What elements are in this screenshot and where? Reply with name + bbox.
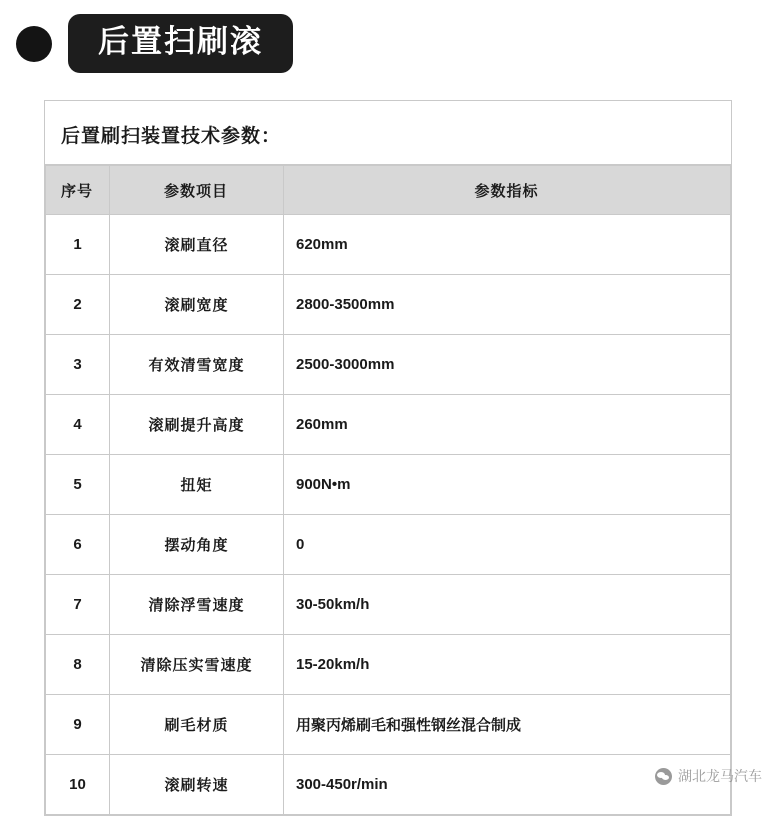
cell-no: 7	[46, 575, 110, 635]
cell-no: 1	[46, 215, 110, 275]
table-row	[46, 695, 731, 755]
cell-value: 0	[284, 515, 731, 575]
cell-value: 15-20km/h	[284, 635, 731, 695]
cell-item: 滚刷直径	[110, 215, 284, 275]
table-row	[46, 395, 731, 455]
cell-value: 30-50km/h	[284, 575, 731, 635]
cell-value: 620mm	[284, 215, 731, 275]
column-header-no: 序号	[46, 166, 110, 215]
cell-value: 260mm	[284, 395, 731, 455]
cell-no: 9	[46, 695, 110, 755]
cell-item: 清除浮雪速度	[110, 575, 284, 635]
table-header-row	[46, 166, 731, 215]
table-row	[46, 275, 731, 335]
spec-table	[45, 165, 731, 815]
cell-item: 摆动角度	[110, 515, 284, 575]
cell-item: 滚刷提升高度	[110, 395, 284, 455]
page-title: 后置扫刷滚	[68, 14, 293, 73]
cell-no: 5	[46, 455, 110, 515]
table-row	[46, 635, 731, 695]
cell-no: 4	[46, 395, 110, 455]
watermark-text: 湖北龙马汽车	[678, 768, 762, 784]
table-row	[46, 755, 731, 815]
cell-value: 900N•m	[284, 455, 731, 515]
table-row	[46, 575, 731, 635]
cell-no: 8	[46, 635, 110, 695]
cell-no: 10	[46, 755, 110, 815]
table-row	[46, 215, 731, 275]
spec-table-card	[44, 100, 732, 816]
column-header-value: 参数指标	[284, 166, 731, 215]
cell-value: 300-450r/min	[284, 755, 731, 815]
watermark	[655, 766, 762, 786]
column-header-item: 参数项目	[110, 166, 284, 215]
cell-item: 滚刷宽度	[110, 275, 284, 335]
table-row	[46, 515, 731, 575]
cell-no: 6	[46, 515, 110, 575]
cell-item: 清除压实雪速度	[110, 635, 284, 695]
cell-item: 刷毛材质	[110, 695, 284, 755]
cell-item: 滚刷转速	[110, 755, 284, 815]
page-header	[16, 14, 293, 73]
table-row	[46, 335, 731, 395]
wechat-icon	[655, 768, 672, 785]
table-row	[46, 455, 731, 515]
cell-value: 2500-3000mm	[284, 335, 731, 395]
spec-table-title: 后置刷扫装置技术参数：	[45, 101, 731, 165]
circle-icon	[16, 26, 52, 62]
cell-no: 3	[46, 335, 110, 395]
cell-value: 用聚丙烯刷毛和强性钢丝混合制成	[284, 695, 731, 755]
cell-value: 2800-3500mm	[284, 275, 731, 335]
cell-no: 2	[46, 275, 110, 335]
cell-item: 扭矩	[110, 455, 284, 515]
cell-item: 有效清雪宽度	[110, 335, 284, 395]
